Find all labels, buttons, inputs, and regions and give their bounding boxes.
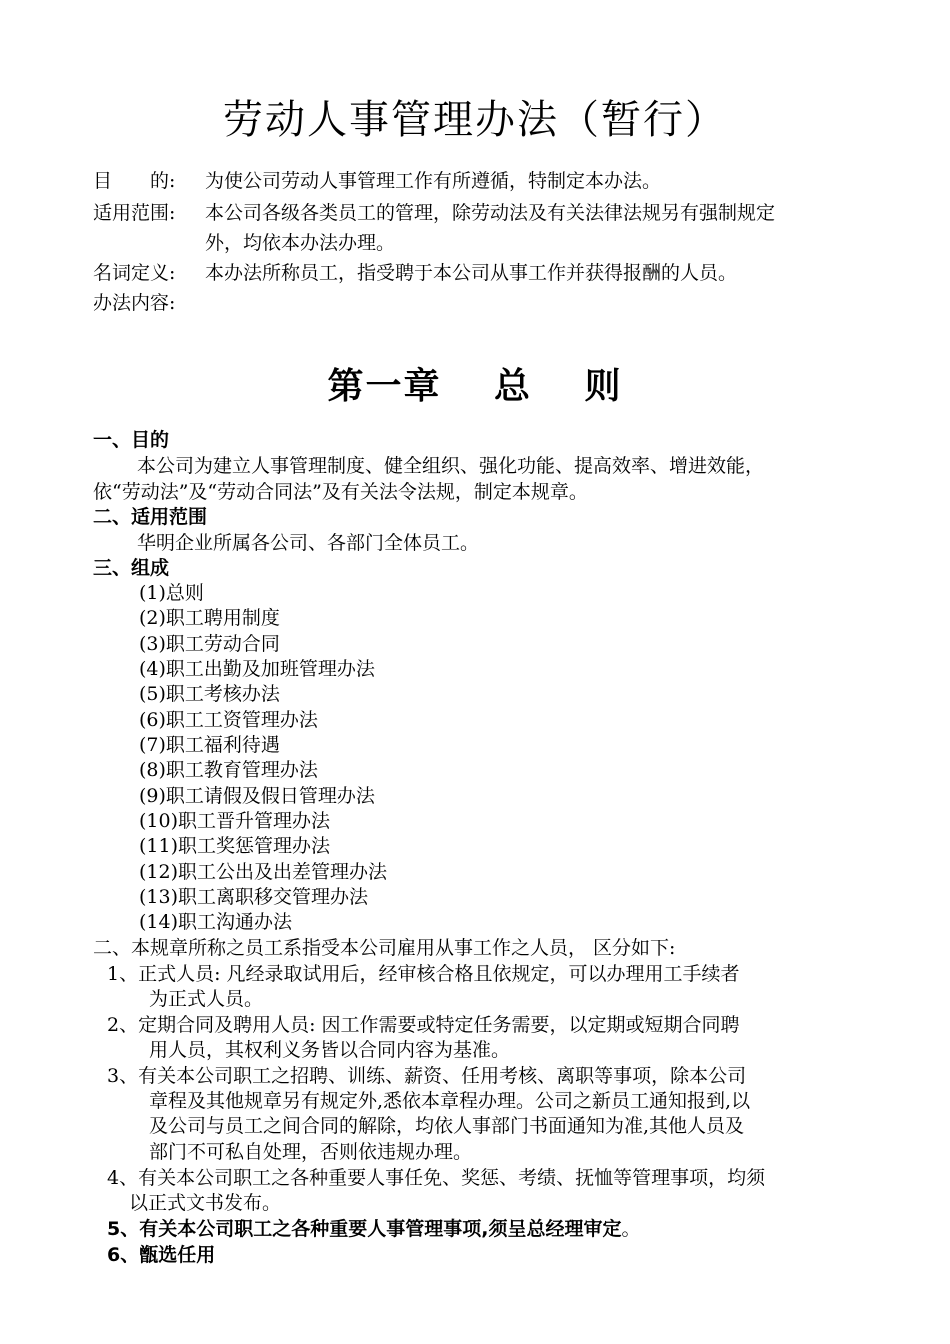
scope-row <box>93 200 775 226</box>
list-item: (14)职工沟通办法 <box>139 911 293 933</box>
clause-3-cont: 章程及其他规章另有规定外,悉依本章程办理。公司之新员工通知报到,以 <box>149 1090 751 1112</box>
clause-3-cont: 部门不可私自处理，否则依违规办理。 <box>149 1141 473 1163</box>
list-item: (2)职工聘用制度 <box>139 607 280 629</box>
list-item: (8)职工教育管理办法 <box>139 759 318 781</box>
definition-row <box>93 260 737 286</box>
section-heading-2: 二、适用范围 <box>93 506 208 528</box>
clause-4: 4、有关本公司职工之各种重要人事任免、奖惩、考绩、抚恤等管理事项，均须 <box>107 1167 766 1189</box>
section-text: 依“劳动法”及“劳动合同法”及有关法令法规，制定本规章。 <box>93 481 588 503</box>
clause-2-cont: 用人员，其权利义务皆以合同内容为基准。 <box>149 1039 511 1061</box>
clause-5 <box>107 1216 640 1242</box>
document-title: 劳动人事管理办法（暂行） <box>223 97 727 143</box>
clause-2: 2、定期合同及聘用人员: 因工作需要或特定任务需要，以定期或短期合同聘 <box>107 1014 740 1036</box>
list-item: (12)职工公出及出差管理办法 <box>139 861 388 883</box>
purpose-label: 目 的: <box>93 170 176 192</box>
list-item: (11)职工奖惩管理办法 <box>139 835 331 857</box>
purpose-text: 为使公司劳动人事管理工作有所遵循，特制定本办法。 <box>205 170 662 192</box>
clause-5-text: 5、有关本公司职工之各种重要人事管理事项,须呈总经理审定 <box>107 1218 622 1240</box>
list-item: (10)职工晋升管理办法 <box>139 810 331 832</box>
clause-3-cont: 及公司与员工之间合同的解除，均依人事部门书面通知为准,其他人员及 <box>149 1115 745 1137</box>
purpose-row <box>93 168 661 194</box>
clause-6: 6、甑选任用 <box>107 1244 216 1266</box>
list-item: (6)职工工资管理办法 <box>139 709 318 731</box>
clause-4-cont: 以正式文书发布。 <box>129 1192 282 1214</box>
clause-1-cont: 为正式人员。 <box>149 988 264 1010</box>
list-item: (7)职工福利待遇 <box>139 734 280 756</box>
section-text: 华明企业所属各公司、各部门全体员工。 <box>137 532 480 554</box>
clause-1: 1、正式人员: 凡经录取试用后，经审核合格且依规定，可以办理用工手续者 <box>107 963 740 985</box>
section-text: 二、本规章所称之员工系指受本公司雇用从事工作之人员， 区分如下: <box>93 937 676 959</box>
definition-text: 本办法所称员工，指受聘于本公司从事工作并获得报酬的人员。 <box>205 262 738 284</box>
clause-5-period: 。 <box>621 1218 641 1240</box>
chapter-heading: 第一章 总 则 <box>327 366 623 407</box>
scope-text-cont: 外，均依本办法办理。 <box>205 232 396 254</box>
list-item: (4)职工出勤及加班管理办法 <box>139 658 375 680</box>
content-label: 办法内容: <box>93 292 176 314</box>
list-item: (13)职工离职移交管理办法 <box>139 886 369 908</box>
section-heading-3: 三、组成 <box>93 557 170 579</box>
list-item: (3)职工劳动合同 <box>139 633 280 655</box>
scope-label: 适用范围: <box>93 202 176 224</box>
definition-label: 名词定义: <box>93 262 176 284</box>
scope-text: 本公司各级各类员工的管理，除劳动法及有关法律法规另有强制规定 <box>205 202 776 224</box>
list-item: (5)职工考核办法 <box>139 683 280 705</box>
list-item: (1)总则 <box>139 582 204 604</box>
section-heading-1: 一、目的 <box>93 429 170 451</box>
clause-3: 3、有关本公司职工之招聘、训练、薪资、任用考核、离职等事项，除本公司 <box>107 1065 747 1087</box>
section-text: 本公司为建立人事管理制度、健全组织、强化功能、提高效率、增进效能， <box>137 455 765 477</box>
list-item: (9)职工请假及假日管理办法 <box>139 785 375 807</box>
